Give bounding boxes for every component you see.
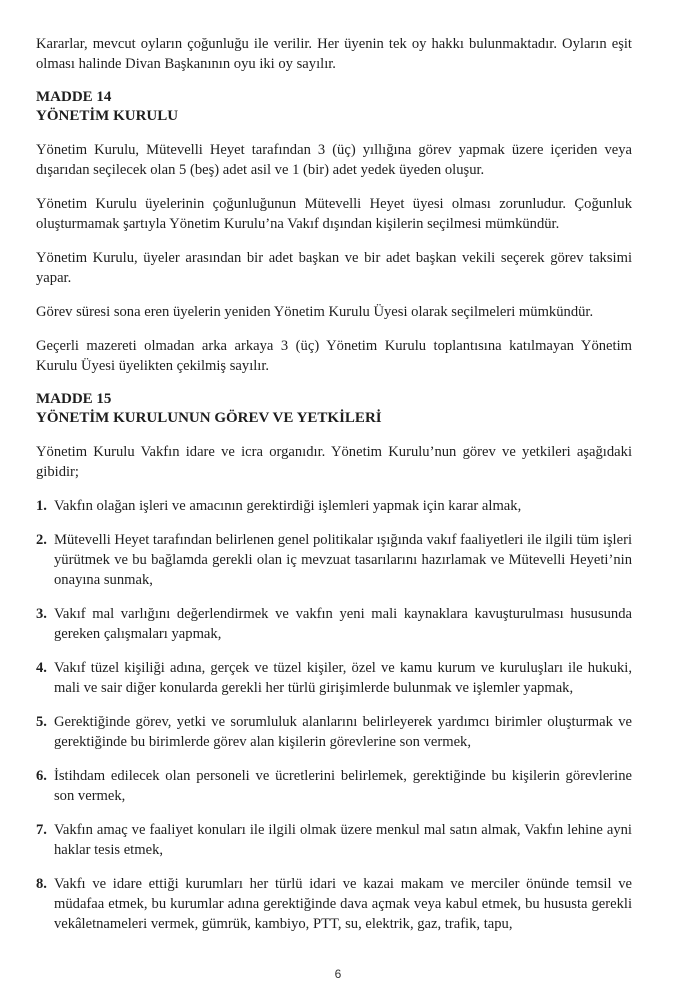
list-item (36, 658, 632, 698)
madde-15-intro: Yönetim Kurulu Vakfın idare ve icra organıdır. Yönetim Kurulu’nun görev ve yetkileri aşağıdaki gibidir; (36, 444, 632, 480)
duties-list (36, 496, 632, 934)
document-page (36, 34, 632, 948)
list-item-text: Vakfın olağan işleri ve amacının gerektirdiği işlemleri yapmak için karar almak, (54, 498, 522, 514)
madde-14-paragraph: Yönetim Kurulu, Mütevelli Heyet tarafından 3 (üç) yıllığına görev yapmak üzere içeriden veya dışarıdan seçilecek olan 5 (beş) adet asil ve 1 (bir) adet yedek üyeden oluşur. (36, 142, 632, 178)
list-item (36, 530, 632, 590)
list-item (36, 712, 632, 752)
list-item-number: 5. (36, 714, 47, 730)
list-item-number: 8. (36, 876, 47, 892)
article-number: MADDE 15 (36, 391, 112, 407)
list-item-number: 3. (36, 606, 47, 622)
madde-14-paragraph: Yönetim Kurulu, üyeler arasından bir adet başkan ve bir adet başkan vekili seçerek görev taksimi yapar. (36, 250, 632, 286)
page-number: 6 (334, 967, 342, 981)
madde-14-paragraph: Görev süresi sona eren üyelerin yeniden Yönetim Kurulu Üyesi olarak seçilmeleri mümkündür. (36, 304, 594, 320)
list-item-text: Vakfın amaç ve faaliyet konuları ile ilgili olmak üzere menkul mal satın almak, Vakfın lehine ayni haklar tesis etmek, (54, 822, 632, 858)
article-title: YÖNETİM KURULUNUN GÖREV VE YETKİLERİ (36, 410, 382, 426)
madde-15-heading (36, 390, 632, 428)
article-number: MADDE 14 (36, 89, 112, 105)
list-item (36, 604, 632, 644)
list-item-number: 6. (36, 768, 47, 784)
list-item (36, 496, 632, 516)
list-item-number: 1. (36, 498, 47, 514)
intro-paragraph: Kararlar, mevcut oyların çoğunluğu ile verilir. Her üyenin tek oy hakkı bulunmaktadır. Oyların eşit olması halinde Divan Başkanının oyu iki oy sayılır. (36, 36, 632, 72)
list-item-number: 7. (36, 822, 47, 838)
madde-14-paragraph: Yönetim Kurulu üyelerinin çoğunluğunun Mütevelli Heyet üyesi olması zorunludur. Çoğunluk oluşturmamak şartıyla Yönetim Kurulu’na Vakıf dışından kişilerin seçilmesi mümkündür. (36, 196, 632, 232)
list-item-text: Gerektiğinde görev, yetki ve sorumluluk alanlarını belirleyerek yardımcı birimler oluşturmak ve gerektiğinde bu birimlerde görev alan kişilerin görevlerine son vermek, (54, 714, 632, 750)
list-item-text: Mütevelli Heyet tarafından belirlenen genel politikalar ışığında vakıf faaliyetleri ile ilgili tüm işleri yürütmek ve bu bağlamda gerekli olan iç mevzuat tasarılarını hazırlamak ve Mütevelli Heyeti’nin onayına sunmak, (54, 532, 632, 588)
list-item (36, 820, 632, 860)
list-item-text: Vakfı ve idare ettiği kurumları her türlü idari ve kazai makam ve merciler önünde temsil ve müdafaa etmek, bu kurumlar adına gerektiğinde dava açmak veya kabul etmek, bu hususta gerekli vekâletnameleri vermek, gümrük, kambiyo, PTT, su, elektrik, gaz, trafik, tapu, (54, 876, 632, 932)
list-item (36, 874, 632, 934)
madde-14-paragraph: Geçerli mazereti olmadan arka arkaya 3 (üç) Yönetim Kurulu toplantısına katılmayan Yönetim Kurulu Üyesi üyelikten çekilmiş sayılır. (36, 338, 632, 374)
list-item-text: Vakıf mal varlığını değerlendirmek ve vakfın yeni mali kaynaklara kavuşturulması hususunda gereken çalışmaları yapmak, (54, 606, 632, 642)
list-item (36, 766, 632, 806)
list-item-number: 4. (36, 660, 47, 676)
list-item-text: Vakıf tüzel kişiliği adına, gerçek ve tüzel kişiler, özel ve kamu kurum ve kuruluşları ile hukuki, mali ve sair diğer konularda gerekli her türlü girişimlerde bulunmak ve işlemler yapmak, (54, 660, 632, 696)
madde-14-heading (36, 88, 632, 126)
list-item-text: İstihdam edilecek olan personeli ve ücretlerini belirlemek, gerektiğinde bu kişilerin görevlerine son vermek, (54, 768, 632, 804)
article-title: YÖNETİM KURULU (36, 108, 179, 124)
list-item-number: 2. (36, 532, 47, 548)
